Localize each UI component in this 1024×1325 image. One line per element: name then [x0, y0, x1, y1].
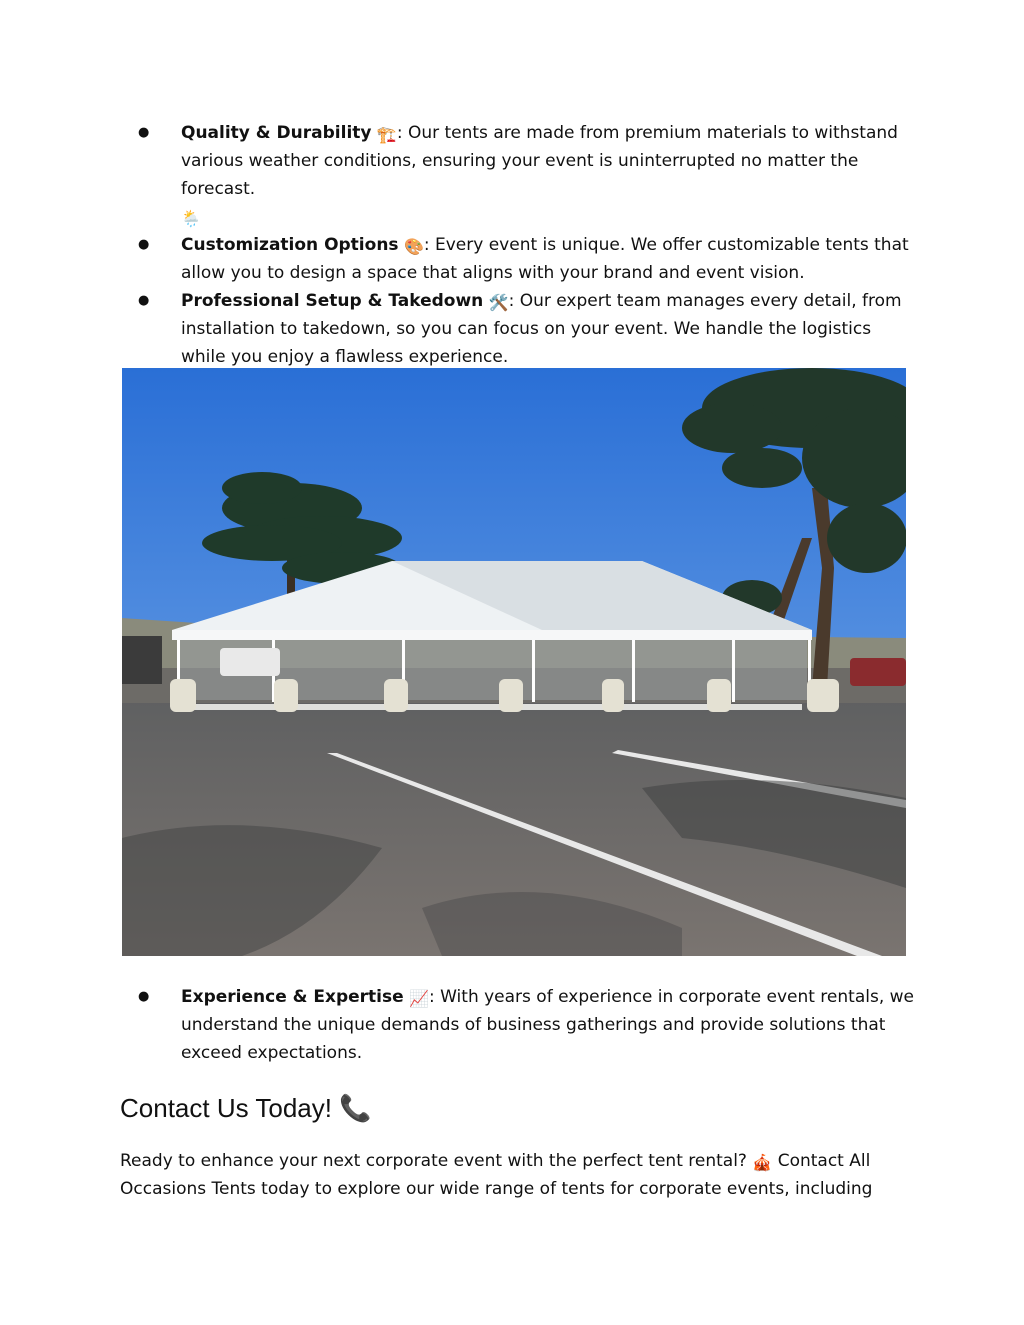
contact-heading-text: Contact Us Today!	[120, 1093, 332, 1123]
hammer-and-wrench-icon: 🛠️	[488, 293, 509, 312]
list-item-quality	[0, 119, 1024, 231]
item-text: : With years of experience in corporate event rentals, we understand the unique demands of business gatherings and provide solutions that exceed expectations.	[181, 987, 914, 1063]
feature-list-bottom	[0, 983, 1024, 1067]
paragraph-text-end: Contact All Occasions Tents today to explore our wide range of tents for corporate events, including	[120, 1151, 873, 1199]
construction-crane-icon: 🏗️	[376, 125, 397, 144]
bullet-dot: ●	[138, 237, 150, 252]
artist-palette-icon: 🎨	[403, 237, 424, 256]
list-item-setup	[0, 287, 1024, 371]
tent-photo	[122, 368, 906, 956]
bullet-dot: ●	[138, 989, 150, 1004]
list-item-customization	[0, 231, 1024, 287]
item-title: Customization Options	[181, 235, 399, 255]
chart-increasing-icon: 📈	[409, 989, 429, 1008]
list-item-experience	[0, 983, 1024, 1067]
circus-tent-icon: 🎪	[752, 1153, 773, 1172]
item-title: Experience & Expertise	[181, 987, 404, 1007]
sun-behind-rain-cloud-icon: 🌦️	[181, 209, 201, 228]
item-text: : Our tents are made from premium materials to withstand various weather conditions, ensuring your event is uninterrupted no matter the forecast.	[181, 123, 898, 199]
item-title: Professional Setup & Takedown	[181, 291, 484, 311]
contact-heading	[120, 1088, 372, 1128]
telephone-receiver-icon: 📞	[339, 1093, 372, 1123]
bullet-dot: ●	[138, 125, 150, 140]
paragraph-text-start: Ready to enhance your next corporate event with the perfect tent rental?	[120, 1151, 747, 1171]
item-text: : Every event is unique. We offer customizable tents that allow you to design a space that aligns with your brand and event vision.	[181, 235, 909, 283]
feature-list-top	[0, 119, 1024, 371]
item-title: Quality & Durability	[181, 123, 372, 143]
bullet-dot: ●	[138, 293, 150, 308]
item-text: : Our expert team manages every detail, from installation to takedown, so you can focus on your event. We handle the logistics while you enjoy a flawless experience.	[181, 291, 902, 367]
contact-paragraph	[120, 1147, 880, 1203]
